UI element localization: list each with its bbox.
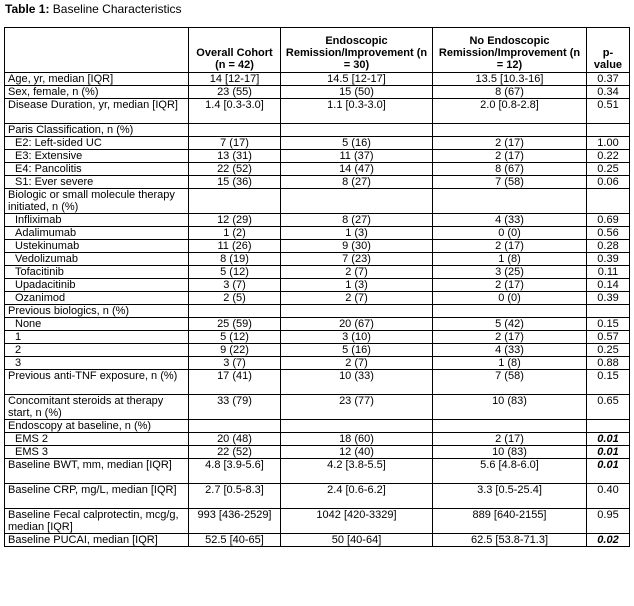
cell-p: 0.02 [587,534,630,547]
cell-no-remission: 10 (83) [433,395,587,420]
cell-remission: 20 (67) [281,318,433,331]
cell-p: 0.95 [587,509,630,534]
cell-overall: 5 (12) [189,266,281,279]
cell-p: 0.11 [587,266,630,279]
cell-label: Tofacitinib [5,266,189,279]
table-row [5,124,630,137]
cell-remission: 5 (16) [281,137,433,150]
cell-remission: 5 (16) [281,344,433,357]
cell-remission [281,305,433,318]
cell-remission [281,189,433,214]
table-row [5,240,630,253]
table-row [5,266,630,279]
cell-label: EMS 3 [5,446,189,459]
cell-no-remission: 5 (42) [433,318,587,331]
cell-label: E3: Extensive [5,150,189,163]
table-row [5,176,630,189]
cell-label: 2 [5,344,189,357]
cell-p: 0.37 [587,73,630,86]
cell-label: Adalimumab [5,227,189,240]
cell-label: Age, yr, median [IQR] [5,73,189,86]
cell-remission: 8 (27) [281,214,433,227]
cell-label: Vedolizumab [5,253,189,266]
table-caption [5,2,182,16]
cell-p: 0.65 [587,395,630,420]
cell-overall: 3 (7) [189,279,281,292]
cell-overall: 20 (48) [189,433,281,446]
cell-remission: 50 [40-64] [281,534,433,547]
table-row [5,395,630,420]
cell-no-remission [433,420,587,433]
cell-label: S1: Ever severe [5,176,189,189]
cell-remission [281,420,433,433]
table-row [5,318,630,331]
cell-label: E2: Left-sided UC [5,137,189,150]
cell-p: 0.57 [587,331,630,344]
cell-remission: 14.5 [12-17] [281,73,433,86]
cell-remission: 7 (23) [281,253,433,266]
cell-overall [189,189,281,214]
cell-overall: 14 [12-17] [189,73,281,86]
cell-no-remission [433,305,587,318]
table-row [5,99,630,124]
cell-overall: 993 [436-2529] [189,509,281,534]
table-row [5,163,630,176]
cell-no-remission: 7 (58) [433,370,587,395]
table-row [5,150,630,163]
cell-p: 0.88 [587,357,630,370]
cell-label: Baseline CRP, mg/L, median [IQR] [5,484,189,509]
table-row [5,433,630,446]
table-row [5,459,630,484]
cell-label: E4: Pancolitis [5,163,189,176]
cell-remission: 10 (33) [281,370,433,395]
cell-remission: 12 (40) [281,446,433,459]
cell-overall: 23 (55) [189,86,281,99]
table-row [5,227,630,240]
header-overall-cohort: Overall Cohort (n = 42) [189,28,281,73]
cell-p: 0.39 [587,253,630,266]
cell-no-remission: 13.5 [10.3-16] [433,73,587,86]
cell-no-remission [433,189,587,214]
cell-label: None [5,318,189,331]
cell-label: Previous biologics, n (%) [5,305,189,318]
cell-remission: 3 (10) [281,331,433,344]
baseline-characteristics-table [4,27,630,547]
cell-label: Concomitant steroids at therapy start, n (%) [5,395,189,420]
cell-p: 1.00 [587,137,630,150]
cell-no-remission [433,124,587,137]
cell-overall: 7 (17) [189,137,281,150]
cell-remission: 4.2 [3.8-5.5] [281,459,433,484]
cell-overall: 3 (7) [189,357,281,370]
cell-overall [189,124,281,137]
cell-label: Sex, female, n (%) [5,86,189,99]
cell-label: Disease Duration, yr, median [IQR] [5,99,189,124]
table-row [5,189,630,214]
cell-no-remission: 2 (17) [433,331,587,344]
cell-overall: 22 (52) [189,446,281,459]
cell-no-remission: 2 (17) [433,137,587,150]
cell-label: Biologic or small molecule therapy initiated, n (%) [5,189,189,214]
cell-p: 0.56 [587,227,630,240]
table-row [5,357,630,370]
cell-overall: 15 (36) [189,176,281,189]
cell-no-remission: 8 (67) [433,163,587,176]
cell-no-remission: 3.3 [0.5-25.4] [433,484,587,509]
cell-overall: 13 (31) [189,150,281,163]
cell-label: Ozanimod [5,292,189,305]
cell-no-remission: 2.0 [0.8-2.8] [433,99,587,124]
table-row [5,484,630,509]
cell-overall: 11 (26) [189,240,281,253]
cell-overall: 5 (12) [189,331,281,344]
cell-remission: 2 (7) [281,357,433,370]
cell-label: EMS 2 [5,433,189,446]
cell-no-remission: 62.5 [53.8-71.3] [433,534,587,547]
cell-label: 1 [5,331,189,344]
table-row [5,420,630,433]
cell-overall: 1 (2) [189,227,281,240]
cell-no-remission: 889 [640-2155] [433,509,587,534]
cell-remission: 15 (50) [281,86,433,99]
cell-remission: 23 (77) [281,395,433,420]
table-row [5,344,630,357]
table-row [5,86,630,99]
cell-overall: 33 (79) [189,395,281,420]
cell-remission: 1 (3) [281,227,433,240]
cell-p: 0.40 [587,484,630,509]
cell-label: Previous anti-TNF exposure, n (%) [5,370,189,395]
cell-overall: 1.4 [0.3-3.0] [189,99,281,124]
cell-remission: 11 (37) [281,150,433,163]
cell-p: 0.69 [587,214,630,227]
cell-p: 0.15 [587,318,630,331]
cell-no-remission: 4 (33) [433,214,587,227]
cell-label: Baseline Fecal calprotectin, mcg/g, median [IQR] [5,509,189,534]
cell-remission: 8 (27) [281,176,433,189]
header-no-endoscopic-remission: No Endoscopic Remission/Improvement (n = 12) [433,28,587,73]
cell-label: Baseline PUCAI, median [IQR] [5,534,189,547]
cell-p: 0.51 [587,99,630,124]
cell-overall: 9 (22) [189,344,281,357]
cell-p [587,305,630,318]
cell-overall: 52.5 [40-65] [189,534,281,547]
header-endoscopic-remission: Endoscopic Remission/Improvement (n = 30) [281,28,433,73]
cell-p [587,124,630,137]
cell-remission: 2 (7) [281,292,433,305]
cell-label: Infliximab [5,214,189,227]
table-caption-label: Table 1: [5,2,50,16]
cell-no-remission: 1 (8) [433,357,587,370]
header-row [5,28,630,73]
cell-p: 0.01 [587,459,630,484]
cell-no-remission: 2 (17) [433,279,587,292]
cell-remission: 2 (7) [281,266,433,279]
cell-p: 0.39 [587,292,630,305]
cell-p: 0.01 [587,433,630,446]
cell-p: 0.14 [587,279,630,292]
cell-no-remission: 4 (33) [433,344,587,357]
table-caption-text: Baseline Characteristics [49,2,182,16]
cell-no-remission: 10 (83) [433,446,587,459]
cell-no-remission: 1 (8) [433,253,587,266]
cell-remission: 18 (60) [281,433,433,446]
cell-overall: 17 (41) [189,370,281,395]
cell-p [587,420,630,433]
cell-no-remission: 2 (17) [433,433,587,446]
table-row [5,446,630,459]
cell-remission: 2.4 [0.6-6.2] [281,484,433,509]
cell-remission: 14 (47) [281,163,433,176]
table-row [5,279,630,292]
cell-no-remission: 0 (0) [433,292,587,305]
table-row [5,292,630,305]
cell-overall: 12 (29) [189,214,281,227]
cell-label: Upadacitinib [5,279,189,292]
cell-overall: 8 (19) [189,253,281,266]
table-row [5,137,630,150]
cell-overall: 2 (5) [189,292,281,305]
cell-no-remission: 2 (17) [433,150,587,163]
cell-no-remission: 5.6 [4.8-6.0] [433,459,587,484]
cell-remission: 1 (3) [281,279,433,292]
table-row [5,253,630,266]
cell-no-remission: 2 (17) [433,240,587,253]
cell-p: 0.28 [587,240,630,253]
table-row [5,509,630,534]
cell-label: Endoscopy at baseline, n (%) [5,420,189,433]
cell-p: 0.25 [587,344,630,357]
cell-p: 0.34 [587,86,630,99]
cell-no-remission: 7 (58) [433,176,587,189]
cell-overall: 25 (59) [189,318,281,331]
cell-overall: 4.8 [3.9-5.6] [189,459,281,484]
cell-p: 0.22 [587,150,630,163]
cell-no-remission: 3 (25) [433,266,587,279]
table-row [5,305,630,318]
cell-overall: 2.7 [0.5-8.3] [189,484,281,509]
cell-remission: 9 (30) [281,240,433,253]
cell-remission [281,124,433,137]
cell-overall: 22 (52) [189,163,281,176]
cell-no-remission: 8 (67) [433,86,587,99]
table-row [5,331,630,344]
cell-remission: 1.1 [0.3-3.0] [281,99,433,124]
cell-p: 0.15 [587,370,630,395]
cell-p: 0.06 [587,176,630,189]
header-characteristic [5,28,189,73]
cell-remission: 1042 [420-3329] [281,509,433,534]
table-row [5,370,630,395]
table-row [5,73,630,86]
cell-label: Ustekinumab [5,240,189,253]
cell-label: Baseline BWT, mm, median [IQR] [5,459,189,484]
cell-overall [189,305,281,318]
cell-p: 0.25 [587,163,630,176]
table-row [5,534,630,547]
cell-overall [189,420,281,433]
cell-p [587,189,630,214]
header-p-value: p-value [587,28,630,73]
cell-p: 0.01 [587,446,630,459]
cell-no-remission: 0 (0) [433,227,587,240]
table-row [5,214,630,227]
cell-label: Paris Classification, n (%) [5,124,189,137]
cell-label: 3 [5,357,189,370]
